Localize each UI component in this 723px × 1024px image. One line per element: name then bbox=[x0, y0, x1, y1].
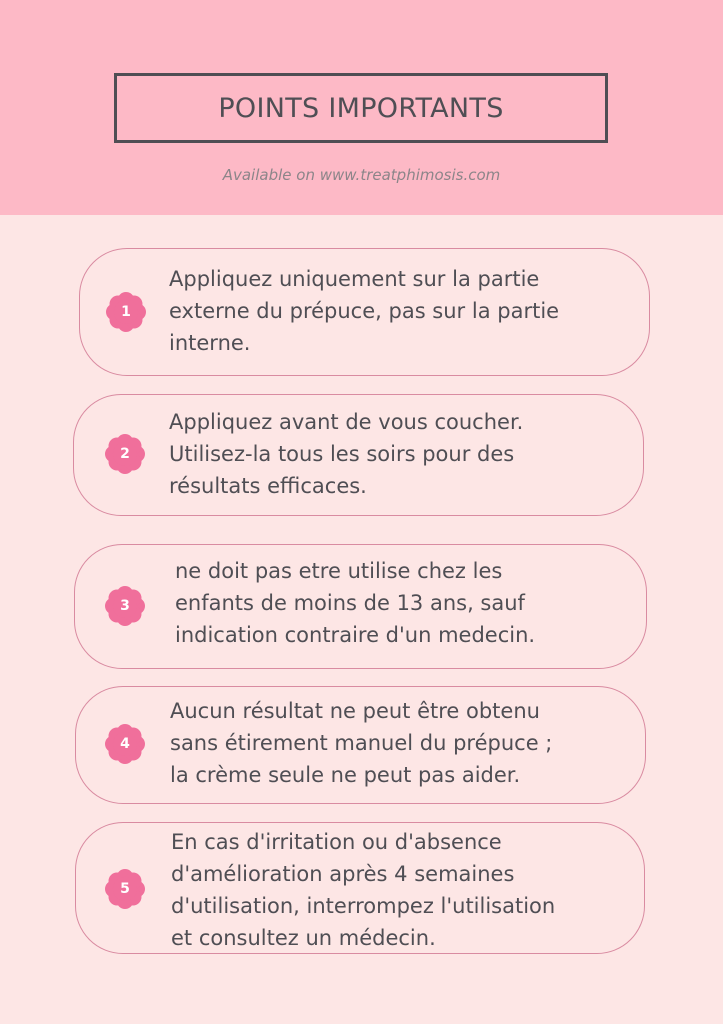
flower-badge-icon bbox=[105, 724, 145, 764]
flower-badge-icon bbox=[105, 434, 145, 474]
item-text: Aucun résultat ne peut être obtenu sans étirement manuel du prépuce ; la crème seule ne peut pas aider. bbox=[170, 699, 553, 787]
list-item bbox=[79, 248, 650, 376]
title-box bbox=[114, 73, 608, 143]
flower-badge-icon bbox=[105, 586, 145, 626]
item-text: En cas d'irritation ou d'absence d'amélioration après 4 semaines d'utilisation, interrompez l'utilisation et consultez un médecin. bbox=[171, 830, 556, 950]
item-number: 3 bbox=[120, 598, 130, 614]
flower-badge-icon bbox=[105, 869, 145, 909]
item-text: Appliquez uniquement sur la partie externe du prépuce, pas sur la partie interne. bbox=[169, 267, 560, 355]
item-number: 4 bbox=[120, 736, 130, 752]
header-banner bbox=[0, 0, 723, 215]
item-number: 1 bbox=[121, 304, 131, 320]
source-subtitle: Available on www.treatphimosis.com bbox=[222, 166, 501, 184]
item-number: 2 bbox=[120, 446, 130, 462]
list-item bbox=[74, 544, 647, 669]
item-number: 5 bbox=[120, 881, 130, 897]
flower-badge-icon bbox=[106, 292, 146, 332]
list-item bbox=[75, 822, 645, 954]
list-item bbox=[75, 686, 646, 804]
item-text: Appliquez avant de vous coucher. Utilisez-la tous les soirs pour des résultats efficaces. bbox=[169, 410, 524, 498]
list-item bbox=[73, 394, 644, 516]
item-text: ne doit pas etre utilise chez les enfants de moins de 13 ans, sauf indication contraire d'un medecin. bbox=[175, 559, 536, 647]
page-title: POINTS IMPORTANTS bbox=[218, 92, 504, 124]
